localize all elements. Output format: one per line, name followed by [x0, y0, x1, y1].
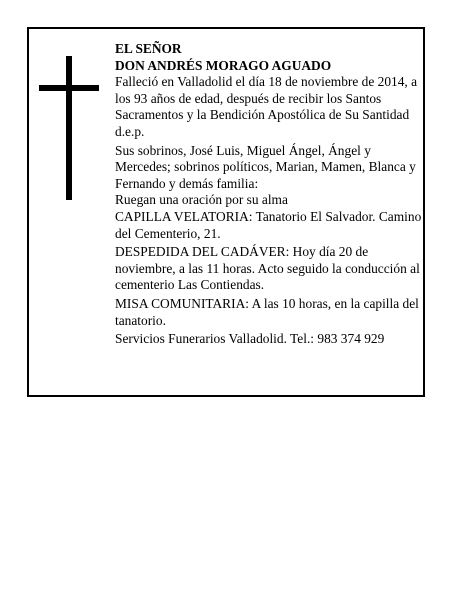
- mass-info: MISA COMUNITARIA: A las 10 horas, en la capilla del tanatorio.: [115, 295, 419, 328]
- chapel-info: CAPILLA VELATORIA: Tanatorio El Salvador. Camino del Cementerio, 21.: [115, 208, 422, 241]
- cross-horizontal-bar: [39, 85, 99, 91]
- obituary-notice: [27, 27, 425, 397]
- family-list: Sus sobrinos, José Luis, Miguel Ángel, Ángel y Mercedes; sobrinos políticos, Marian, Mamen, Blanca y Fernando y demás familia:: [115, 142, 416, 191]
- death-announcement: Falleció en Valladolid el día 18 de noviembre de 2014, a los 93 años de edad, después de recibir los Santos Sacramentos y la Bendición Apostólica de Su Santidad d.e.p.: [115, 74, 418, 139]
- farewell-info: DESPEDIDA DEL CADÁVER: Hoy día 20 de noviembre, a las 11 horas. Acto seguido la conducción al cementerio Las Contiendas.: [115, 244, 420, 293]
- cross-vertical-bar: [66, 56, 72, 200]
- deceased-name: DON ANDRÉS MORAGO AGUADO: [115, 57, 332, 73]
- funeral-services-info: Servicios Funerarios Valladolid. Tel.: 983 374 929: [115, 331, 385, 347]
- prayer-request: Ruegan una oración por su alma: [115, 192, 288, 208]
- deceased-title: EL SEÑOR: [115, 41, 182, 56]
- notice-text: [115, 41, 423, 348]
- cross-icon: [39, 56, 99, 200]
